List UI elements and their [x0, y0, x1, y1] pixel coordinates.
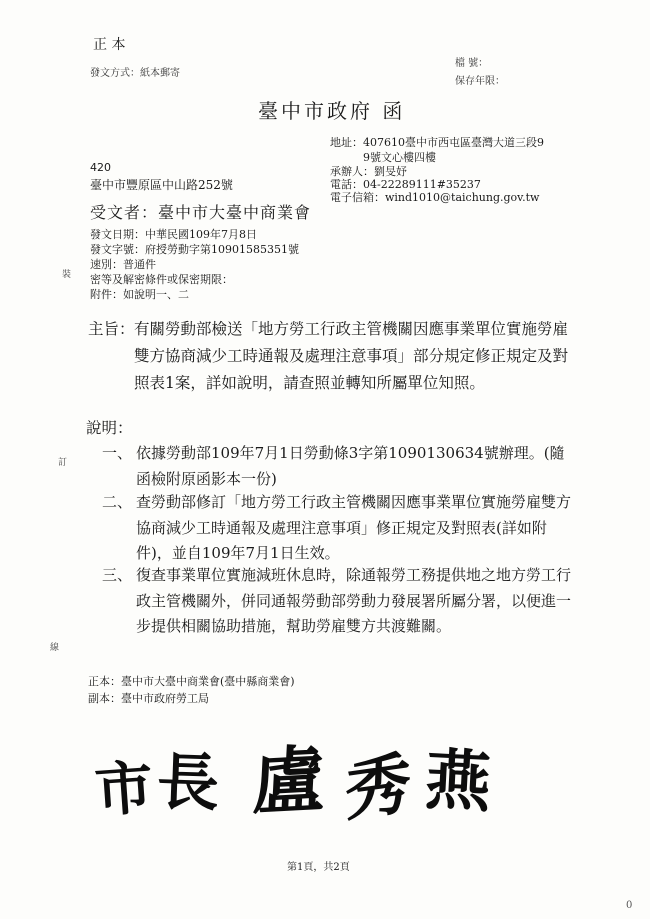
speed-class: 速別：普通件: [90, 258, 156, 271]
subject-label: 主旨：: [88, 320, 135, 338]
issue-date: 發文日期：中華民國109年7月8日: [90, 228, 257, 241]
recipient: 受文者：臺中市大臺中商業會: [90, 203, 312, 222]
cc-copy: 副本：臺中市政府勞工局: [88, 692, 209, 705]
address-line-1: 地址：407610臺中市西屯區臺灣大道三段9: [330, 136, 544, 149]
page-number: 第1頁，共2頁: [287, 862, 350, 873]
address-line-2: 9號文心樓四樓: [363, 151, 436, 164]
margin-mark-bind: 裝: [62, 270, 72, 280]
item-text: 查勞動部修訂「地方勞工行政主管機關因應事業單位實施勞雇雙方協商減少工時通報及處理注意事項」修正規定及對照表(詳如附件)，並自109年7月1日生效。: [136, 493, 572, 562]
reference-number: 發文字號：府授勞動字第10901585351號: [90, 243, 299, 256]
dispatch-method: 發文方式：紙本郵寄: [90, 68, 180, 79]
sender-address: [330, 135, 544, 165]
item-number: 三、: [102, 566, 133, 584]
attachments: 附件：如說明一、二: [90, 288, 189, 301]
item-number: 二、: [102, 493, 133, 511]
mayor-signature: 市 長 盧 秀 燕: [92, 735, 493, 832]
recipient-address: 臺中市豐原區中山路252號: [90, 178, 233, 192]
retention-period: 保存年限：: [455, 76, 505, 87]
contact-email: 電子信箱：wind1010@taichung.gov.tw: [330, 191, 540, 204]
margin-mark-line: 線: [50, 643, 60, 653]
document-meta: [90, 227, 299, 302]
contact-person: 承辦人：劉旻妤: [330, 165, 407, 178]
cc-original: 正本：臺中市大臺中商業會(臺中縣商業會): [88, 675, 295, 688]
item-number: 一、: [102, 444, 133, 462]
margin-mark-staple: 訂: [58, 458, 68, 468]
subject-text: 有關勞動部檢送「地方勞工行政主管機關因應事業單位實施勞雇雙方協商減少工時通報及處理注意事項」部分規定修正規定及對照表1案，詳如說明，請查照並轉知所屬單位知照。: [134, 320, 569, 392]
copy-type-label: 正 本: [93, 37, 126, 53]
document-title: 臺中市政府 函: [258, 99, 406, 123]
corner-mark: 0: [626, 900, 633, 911]
file-number: 檔 號：: [455, 58, 489, 69]
item-text: 依據勞動部109年7月1日勞動條3字第1090130634號辦理。(隨函檢附原函影本一份): [136, 444, 565, 488]
explanation-label: 說明：: [86, 419, 133, 437]
item-text: 復查事業單位實施減班休息時，除通報勞工務提供地之地方勞工行政主管機關外，併同通報勞動部勞動力發展署所屬分署，以便進一步提供相關協助措施，幫助勞雇雙方共渡難關。: [136, 566, 572, 635]
postal-code: 420: [90, 161, 111, 174]
security-class: 密等及解密條件或保密期限：: [90, 273, 233, 286]
contact-phone: 電話：04-22289111#35237: [330, 178, 481, 191]
